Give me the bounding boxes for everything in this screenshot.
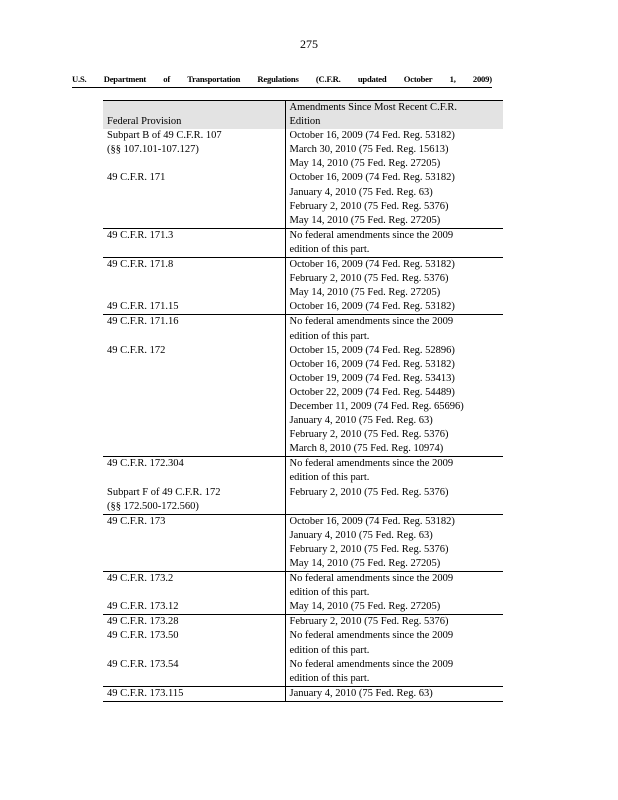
amendment-entry: January 4, 2010 (75 Fed. Reg. 63) xyxy=(289,186,433,198)
table-row xyxy=(103,658,503,687)
amendments-cell xyxy=(285,572,503,601)
table-row xyxy=(103,486,503,515)
page-number: 275 xyxy=(300,37,318,51)
amendments-table xyxy=(103,100,503,702)
provision-text: 49 C.F.R. 173.54 xyxy=(107,658,179,670)
provision-text: 49 C.F.R. 171 xyxy=(107,172,166,184)
table-row xyxy=(103,258,503,301)
provision-cell xyxy=(103,228,285,257)
provision-text: 49 C.F.R. 171.3 xyxy=(107,229,174,241)
provision-text: (§§ 172.500-172.560) xyxy=(107,500,199,512)
provision-text: 49 C.F.R. 173.50 xyxy=(107,630,179,642)
table-body xyxy=(103,129,503,701)
table-row xyxy=(103,129,503,171)
amendment-entry: edition of this part. xyxy=(289,644,370,656)
provision-cell xyxy=(103,129,285,171)
amendment-entry: edition of this part. xyxy=(289,587,370,599)
amendment-entry: May 14, 2010 (75 Fed. Reg. 27205) xyxy=(289,601,441,613)
running-header-word: Regulations xyxy=(257,74,299,84)
provision-text: 49 C.F.R. 173.2 xyxy=(107,573,174,585)
amendment-entry: January 4, 2010 (75 Fed. Reg. 63) xyxy=(289,687,433,699)
amendment-entry: February 2, 2010 (75 Fed. Reg. 5376) xyxy=(289,543,449,555)
provision-cell xyxy=(103,658,285,687)
amendments-table-container xyxy=(103,100,503,702)
provision-text: 49 C.F.R. 171.16 xyxy=(107,316,179,328)
provision-cell xyxy=(103,300,285,315)
amendment-entry: No federal amendments since the 2009 xyxy=(289,458,454,470)
amendment-entry: January 4, 2010 (75 Fed. Reg. 63) xyxy=(289,529,433,541)
provision-cell xyxy=(103,171,285,228)
amendments-cell xyxy=(285,258,503,301)
running-header-word: U.S. xyxy=(72,74,87,84)
amendments-cell xyxy=(285,514,503,571)
running-header-word: October xyxy=(403,74,433,84)
running-header-word: of xyxy=(163,74,171,84)
amendment-entry: edition of this part. xyxy=(289,330,370,342)
amendments-cell xyxy=(285,457,503,486)
amendments-cell xyxy=(285,629,503,657)
provision-cell xyxy=(103,344,285,457)
table-row xyxy=(103,514,503,571)
amendments-cell xyxy=(285,315,503,344)
running-header-word: 1, xyxy=(449,74,456,84)
provision-cell xyxy=(103,514,285,571)
provision-cell xyxy=(103,315,285,344)
amendment-entry: October 16, 2009 (74 Fed. Reg. 53182) xyxy=(289,130,455,142)
table-row xyxy=(103,300,503,315)
amendments-cell xyxy=(285,486,503,515)
amendment-entry: February 2, 2010 (75 Fed. Reg. 5376) xyxy=(289,429,449,441)
provision-cell xyxy=(103,572,285,601)
amendment-entry: October 16, 2009 (74 Fed. Reg. 53182) xyxy=(289,259,455,271)
table-row xyxy=(103,686,503,701)
table-header-row xyxy=(103,101,503,130)
table-row xyxy=(103,629,503,657)
provision-cell xyxy=(103,486,285,515)
provision-text: 49 C.F.R. 172.304 xyxy=(107,458,184,470)
running-header xyxy=(72,74,492,88)
provision-text: 49 C.F.R. 171.15 xyxy=(107,301,179,313)
amendment-entry: October 19, 2009 (74 Fed. Reg. 53413) xyxy=(289,372,455,384)
header-text: Federal Provision xyxy=(107,116,182,128)
provision-cell xyxy=(103,629,285,657)
provision-cell xyxy=(103,686,285,701)
amendments-cell xyxy=(285,300,503,315)
provision-text: Subpart B of 49 C.F.R. 107 xyxy=(107,130,222,142)
amendments-cell xyxy=(285,129,503,171)
provision-cell xyxy=(103,615,285,630)
amendment-entry: No federal amendments since the 2009 xyxy=(289,229,454,241)
provision-text: 49 C.F.R. 171.8 xyxy=(107,259,174,271)
running-header-word: (C.F.R. xyxy=(315,74,341,84)
header-federal-provision xyxy=(103,101,285,130)
provision-text: 49 C.F.R. 172 xyxy=(107,344,166,356)
amendment-entry: October 16, 2009 (74 Fed. Reg. 53182) xyxy=(289,301,455,313)
amendment-entry: October 16, 2009 (74 Fed. Reg. 53182) xyxy=(289,358,455,370)
amendment-entry: October 16, 2009 (74 Fed. Reg. 53182) xyxy=(289,172,455,184)
provision-text: (§§ 107.101-107.127) xyxy=(107,144,199,156)
running-header-word: Department xyxy=(103,74,147,84)
amendment-entry: May 14, 2010 (75 Fed. Reg. 27205) xyxy=(289,214,441,226)
amendments-cell xyxy=(285,615,503,630)
amendment-entry: No federal amendments since the 2009 xyxy=(289,573,454,585)
amendments-cell xyxy=(285,228,503,257)
amendment-entry: edition of this part. xyxy=(289,243,370,255)
table-row xyxy=(103,457,503,486)
amendment-entry: March 30, 2010 (75 Fed. Reg. 15613) xyxy=(289,144,449,156)
provision-text: 49 C.F.R. 173.28 xyxy=(107,616,179,628)
amendment-entry: May 14, 2010 (75 Fed. Reg. 27205) xyxy=(289,287,441,299)
amendments-cell xyxy=(285,171,503,228)
provision-cell xyxy=(103,258,285,301)
running-header-word: Transportation xyxy=(187,74,241,84)
table-row xyxy=(103,615,503,630)
amendment-entry: No federal amendments since the 2009 xyxy=(289,658,454,670)
table-row xyxy=(103,344,503,457)
amendments-cell xyxy=(285,658,503,687)
amendment-entry: February 2, 2010 (75 Fed. Reg. 5376) xyxy=(289,616,449,628)
amendment-entry: No federal amendments since the 2009 xyxy=(289,630,454,642)
amendment-entry: March 8, 2010 (75 Fed. Reg. 10974) xyxy=(289,443,444,455)
provision-text: 49 C.F.R. 173.12 xyxy=(107,601,179,613)
amendment-entry: February 2, 2010 (75 Fed. Reg. 5376) xyxy=(289,273,449,285)
amendment-entry: October 22, 2009 (74 Fed. Reg. 54489) xyxy=(289,386,455,398)
table-header xyxy=(103,101,503,130)
provision-cell xyxy=(103,600,285,615)
provision-text: 49 C.F.R. 173.115 xyxy=(107,687,184,699)
table-row xyxy=(103,600,503,615)
amendment-entry: edition of this part. xyxy=(289,472,370,484)
header-text: Edition xyxy=(289,116,321,128)
table-row xyxy=(103,228,503,257)
table-row xyxy=(103,171,503,228)
amendment-entry: December 11, 2009 (74 Fed. Reg. 65696) xyxy=(289,400,464,412)
amendments-cell xyxy=(285,686,503,701)
amendments-cell xyxy=(285,600,503,615)
amendments-cell xyxy=(285,344,503,457)
amendment-entry: October 16, 2009 (74 Fed. Reg. 53182) xyxy=(289,515,455,527)
amendment-entry: May 14, 2010 (75 Fed. Reg. 27205) xyxy=(289,158,441,170)
table-row xyxy=(103,315,503,344)
amendment-entry: edition of this part. xyxy=(289,672,370,684)
amendment-entry: May 14, 2010 (75 Fed. Reg. 27205) xyxy=(289,558,441,569)
provision-cell xyxy=(103,457,285,486)
amendment-entry: No federal amendments since the 2009 xyxy=(289,316,454,328)
amendment-entry: February 2, 2010 (75 Fed. Reg. 5376) xyxy=(289,200,449,212)
running-header-word: updated xyxy=(357,74,387,84)
table-row xyxy=(103,572,503,601)
header-text: Amendments Since Most Recent C.F.R. xyxy=(289,102,457,113)
header-amendments xyxy=(285,101,503,130)
amendment-entry: February 2, 2010 (75 Fed. Reg. 5376) xyxy=(289,486,449,498)
provision-text: 49 C.F.R. 173 xyxy=(107,515,166,527)
amendment-entry: October 15, 2009 (74 Fed. Reg. 52896) xyxy=(289,344,455,356)
running-header-word: 2009) xyxy=(472,74,492,84)
provision-text: Subpart F of 49 C.F.R. 172 xyxy=(107,486,221,498)
amendment-entry: January 4, 2010 (75 Fed. Reg. 63) xyxy=(289,415,433,427)
